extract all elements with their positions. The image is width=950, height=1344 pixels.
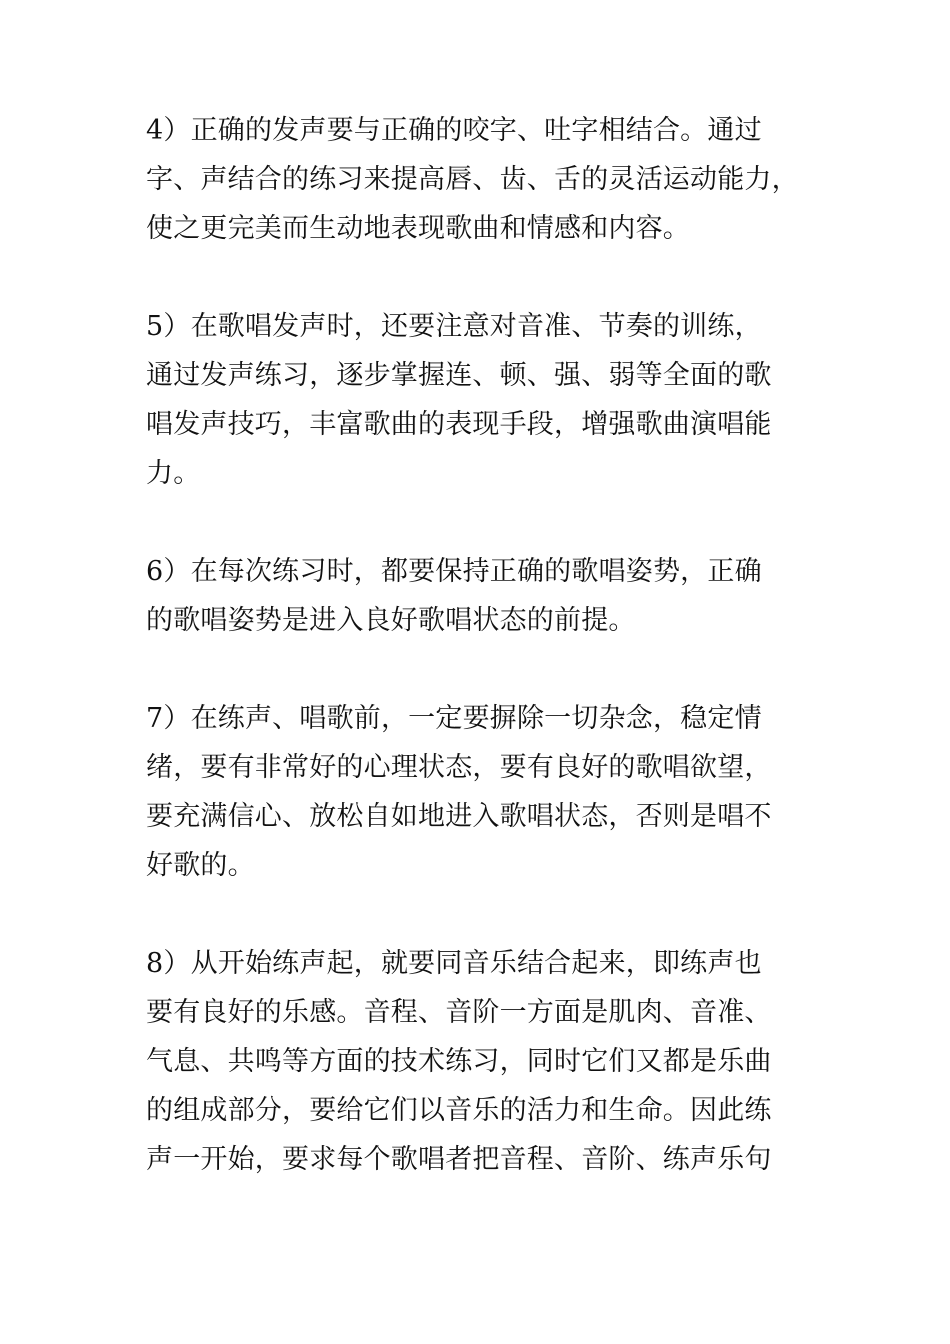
paragraph-item-4	[146, 106, 811, 253]
paragraph-item-7	[146, 694, 811, 890]
text-line: 字、声结合的练习来提高唇、齿、舌的灵活运动能力，	[146, 164, 799, 195]
text-line: 力。	[146, 458, 201, 489]
text-line: 气息、共鸣等方面的技术练习，同时它们又都是乐曲	[146, 1046, 772, 1077]
paragraph-item-6	[146, 547, 811, 645]
text-line: 声一开始，要求每个歌唱者把音程、音阶、练声乐句	[146, 1144, 772, 1175]
paragraph-item-8	[146, 939, 811, 1184]
text-line: 要充满信心、放松自如地进入歌唱状态，否则是唱不	[146, 801, 772, 832]
text-line: 的组成部分，要给它们以音乐的活力和生命。因此练	[146, 1095, 772, 1126]
text-line: 唱发声技巧，丰富歌曲的表现手段，增强歌曲演唱能	[146, 409, 772, 440]
text-line: 要有良好的乐感。音程、音阶一方面是肌肉、音准、	[146, 997, 772, 1028]
text-line: 8）从开始练声起，就要同音乐结合起来，即练声也	[146, 948, 762, 979]
text-line: 6）在每次练习时，都要保持正确的歌唱姿势，正确	[146, 556, 762, 587]
document-body	[146, 106, 811, 1233]
text-line: 通过发声练习，逐步掌握连、顿、强、弱等全面的歌	[146, 360, 772, 391]
text-line: 好歌的。	[146, 850, 255, 881]
text-line: 4）正确的发声要与正确的咬字、吐字相结合。通过	[146, 115, 762, 146]
text-line: 7）在练声、唱歌前，一定要摒除一切杂念，稳定情	[146, 703, 762, 734]
text-line: 的歌唱姿势是进入良好歌唱状态的前提。	[146, 605, 636, 636]
text-line: 使之更完美而生动地表现歌曲和情感和内容。	[146, 213, 690, 244]
text-line: 绪，要有非常好的心理状态，要有良好的歌唱欲望，	[146, 752, 772, 783]
paragraph-item-5	[146, 302, 811, 498]
text-line: 5）在歌唱发声时，还要注意对音准、节奏的训练，	[146, 311, 762, 342]
